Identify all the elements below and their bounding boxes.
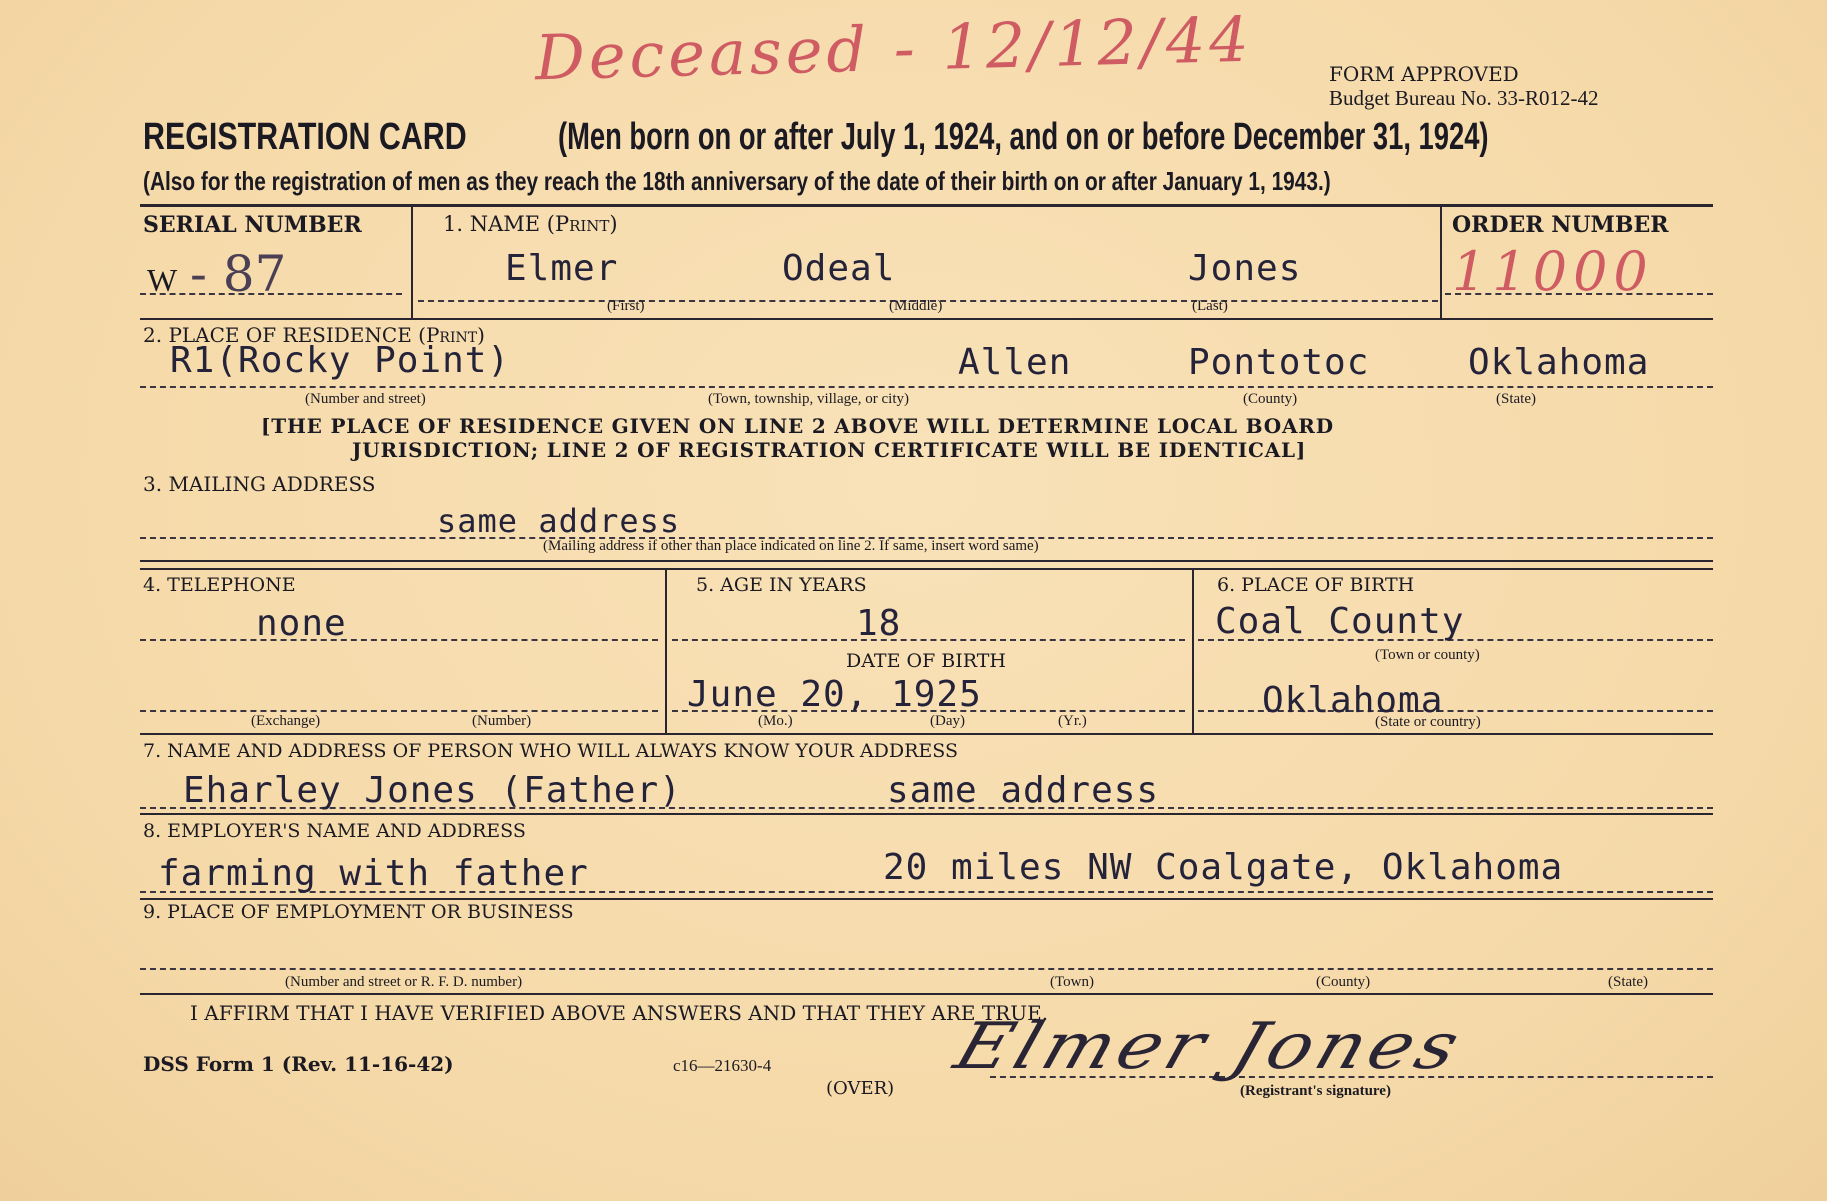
- birthplace-state-caption: (State or country): [1375, 714, 1481, 730]
- residence-town-caption: (Town, township, village, or city): [708, 391, 909, 407]
- name-last: Jones: [1188, 248, 1302, 289]
- residence-street: R1(Rocky Point): [170, 340, 511, 381]
- age-line: [672, 639, 1185, 641]
- telephone-line: [140, 639, 658, 641]
- residence-label: 2. PLACE OF RESIDENCE (Print): [143, 323, 485, 347]
- residence-state-caption: (State): [1496, 391, 1536, 407]
- rule-section-4a: [140, 560, 1713, 562]
- residence-notice-2: JURISDICTION; LINE 2 OF REGISTRATION CERTIFICATE WILL BE IDENTICAL]: [352, 438, 1307, 462]
- deceased-annotation: Deceased - 12/12/44: [534, 2, 1254, 95]
- age-label: 5. AGE IN YEARS: [696, 574, 867, 596]
- mailing-value: same address: [437, 502, 681, 540]
- residence-county: Pontotoc: [1188, 342, 1370, 383]
- employer-address: 20 miles NW Coalgate, Oklahoma: [883, 847, 1564, 888]
- dob-year-caption: (Yr.): [1058, 713, 1087, 729]
- employer-label: 8. EMPLOYER'S NAME AND ADDRESS: [143, 820, 526, 842]
- affirm-text: I AFFIRM THAT I HAVE VERIFIED ABOVE ANSWERS AND THAT THEY ARE TRUE.: [190, 1001, 1049, 1025]
- order-value: 11000: [1452, 240, 1654, 303]
- mailing-label: 3. MAILING ADDRESS: [143, 472, 376, 496]
- name-first-caption: (First): [607, 298, 645, 314]
- budget-bureau: Budget Bureau No. 33-R012-42: [1329, 86, 1599, 110]
- serial-value: - 87: [190, 245, 287, 303]
- contact-name: Eharley Jones (Father): [183, 770, 682, 811]
- dob-value: June 20, 1925: [687, 674, 982, 715]
- form-approved: FORM APPROVED: [1329, 62, 1519, 86]
- registrant-signature: Elmer Jones: [945, 1010, 1473, 1084]
- employment-street-caption: (Number and street or R. F. D. number): [285, 974, 523, 990]
- divider-order: [1440, 204, 1442, 318]
- employment-county-caption: (County): [1316, 974, 1371, 990]
- dob-label: DATE OF BIRTH: [846, 650, 1006, 672]
- order-label: ORDER NUMBER: [1452, 212, 1669, 238]
- residence-county-caption: (County): [1243, 391, 1298, 407]
- residence-state: Oklahoma: [1468, 342, 1650, 383]
- birthplace-label: 6. PLACE OF BIRTH: [1217, 574, 1415, 596]
- age-value: 18: [856, 603, 902, 644]
- telephone-number-caption: (Number): [472, 713, 532, 729]
- telephone-exchange-caption: (Exchange): [251, 713, 321, 729]
- rule-section-2: [140, 318, 1713, 320]
- also-for-text: (Also for the registration of men as they reach the 18th anniversary of the date of their birth on or after January 1, 1943.): [143, 166, 1331, 196]
- mailing-caption: (Mailing address if other than place indicated on line 2. If same, insert word same): [543, 538, 1039, 554]
- dob-month-caption: (Mo.): [758, 713, 793, 729]
- over-text: (OVER): [826, 1078, 895, 1099]
- birthplace-town-caption: (Town or county): [1375, 647, 1480, 663]
- rule-section-4b: [140, 568, 1713, 570]
- serial-prefix: W: [147, 262, 178, 298]
- name-label: 1. NAME (Print): [443, 212, 618, 236]
- employment-town-caption: (Town): [1050, 974, 1094, 990]
- birthplace-town: Coal County: [1215, 601, 1465, 642]
- card-title: REGISTRATION CARD: [143, 116, 467, 158]
- eligibility-text: (Men born on or after July 1, 1924, and on or before December 31, 1924): [558, 116, 1489, 158]
- contact-address: same address: [887, 770, 1160, 811]
- rule-section-9: [140, 898, 1713, 900]
- employment-line: [140, 968, 1713, 970]
- signature-caption: (Registrant's signature): [1240, 1083, 1391, 1099]
- name-middle: Odeal: [782, 248, 896, 289]
- exchange-line: [140, 710, 658, 712]
- rule-section-8: [140, 813, 1713, 815]
- residence-line: [140, 386, 1713, 388]
- rule-footer: [140, 993, 1713, 995]
- print-code: c16—21630-4: [673, 1056, 772, 1075]
- name-middle-caption: (Middle): [889, 298, 943, 314]
- residence-street-caption: (Number and street): [305, 391, 426, 407]
- divider-age: [1192, 568, 1194, 733]
- divider-serial: [411, 204, 413, 318]
- residence-notice-1: [THE PLACE OF RESIDENCE GIVEN ON LINE 2 ABOVE WILL DETERMINE LOCAL BOARD: [261, 414, 1334, 438]
- employment-label: 9. PLACE OF EMPLOYMENT OR BUSINESS: [143, 901, 574, 923]
- rule-section-7: [140, 733, 1713, 735]
- birthplace-state: Oklahoma: [1262, 680, 1444, 721]
- employer-name: farming with father: [158, 853, 589, 894]
- serial-label: SERIAL NUMBER: [143, 212, 362, 238]
- employment-state-caption: (State): [1608, 974, 1648, 990]
- residence-town: Allen: [958, 342, 1072, 383]
- name-first: Elmer: [505, 248, 619, 289]
- telephone-value: none: [256, 603, 347, 644]
- rule-top: [140, 204, 1713, 207]
- name-last-caption: (Last): [1192, 298, 1228, 314]
- contact-label: 7. NAME AND ADDRESS OF PERSON WHO WILL ALWAYS KNOW YOUR ADDRESS: [143, 740, 958, 762]
- divider-telephone: [665, 568, 667, 733]
- dob-day-caption: (Day): [930, 713, 965, 729]
- form-number: DSS Form 1 (Rev. 11-16-42): [143, 1052, 454, 1076]
- telephone-label: 4. TELEPHONE: [143, 574, 296, 596]
